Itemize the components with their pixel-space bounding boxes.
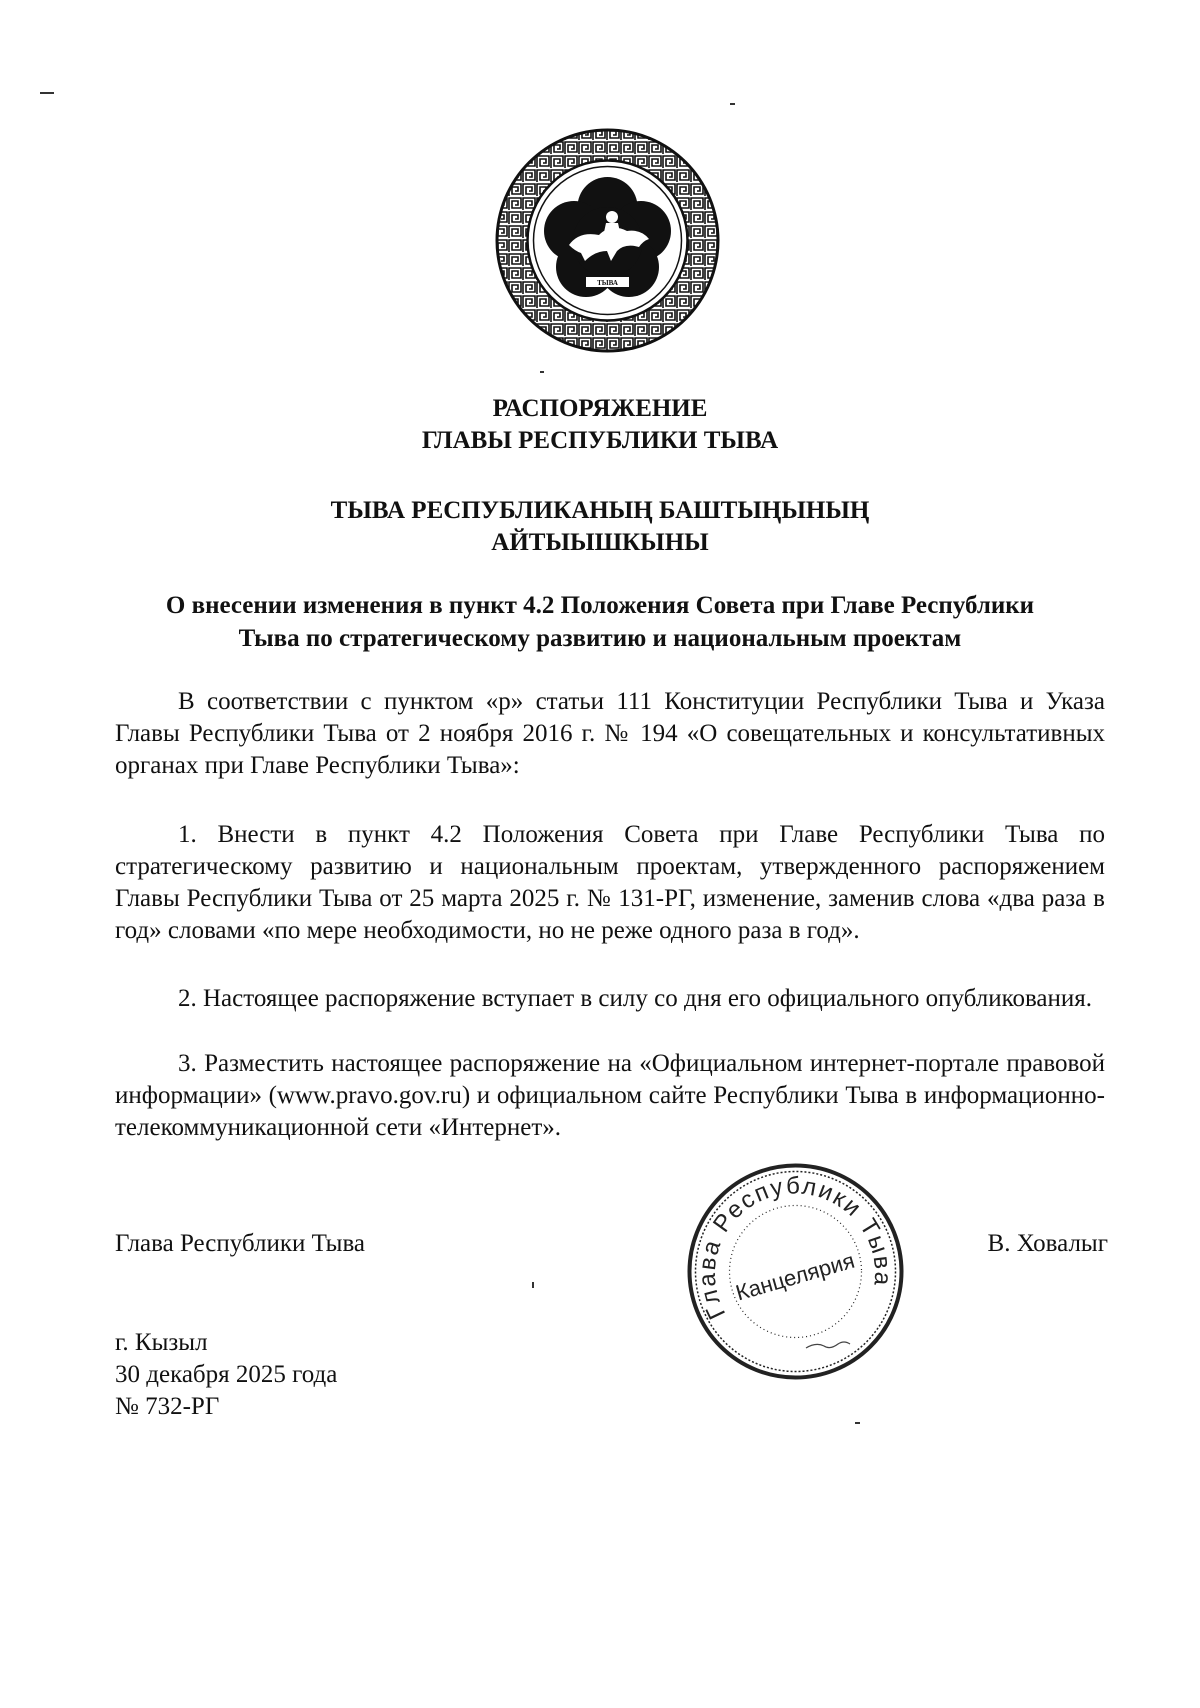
scan-artifact	[730, 103, 735, 105]
document-subject	[100, 589, 1100, 655]
scan-artifact	[532, 1282, 534, 1288]
tuva-emblem	[494, 127, 721, 354]
item-1-paragraph	[115, 819, 1105, 947]
stamp-ring-text: Глава Республики Тыва	[693, 1172, 897, 1324]
chancellery-stamp	[686, 1162, 905, 1381]
issue-city: г. Кызыл	[115, 1329, 208, 1356]
issue-date: 30 декабря 2025 года	[115, 1361, 338, 1388]
item-3-text: 3. Разместить настоящее распоряжение на «Официальном интернет-портале правовой информации» (www.pravo.gov.ru) и официальном сайте Республики Тыва в информационно-телекоммуникационной сети «Интернет».	[115, 1050, 1105, 1141]
signatory-name: В. Ховалыг	[987, 1230, 1108, 1257]
emblem-base-text: ТЫВА	[597, 279, 618, 287]
item-3-paragraph	[115, 1048, 1105, 1144]
item-2-text: 2. Настоящее распоряжение вступает в силу со дня его официального опубликования.	[178, 985, 1093, 1012]
title-line-1: РАСПОРЯЖЕНИЕ	[492, 395, 708, 422]
scan-artifact	[855, 1422, 860, 1424]
item-1-text: 1. Внести в пункт 4.2 Положения Совета при Главе Республики Тыва по стратегическому развитию и национальным проектам, утвержденного распоряжением Главы Республики Тыва от 25 марта 2025 г. № 131-РГ, изменение, заменив слова «два раза в год» словами «по мере необходимости, но не реже одного раза в год».	[115, 821, 1105, 944]
stamp-center-text: Канцелярия	[732, 1247, 858, 1306]
preamble-text: В соответствии с пунктом «р» статьи 111 Конституции Республики Тыва и Указа Главы Республики Тыва от 2 ноября 2016 г. № 194 «О совещательных и консультативных органах при Главе Республики Тыва»:	[115, 688, 1105, 779]
item-2-paragraph	[115, 983, 1105, 1015]
scan-artifact	[540, 371, 544, 373]
scan-artifact	[40, 92, 54, 94]
signatory-position: Глава Республики Тыва	[115, 1230, 366, 1257]
title-line-2: ГЛАВЫ РЕСПУБЛИКИ ТЫВА	[421, 427, 779, 454]
tuvan-title-line-1: ТЫВА РЕСПУБЛИКАНЫҢ БАШТЫҢЫНЫҢ	[330, 497, 870, 524]
document-title-tuvan	[0, 495, 1200, 559]
issue-number: № 732-РГ	[115, 1393, 220, 1420]
document-title	[0, 393, 1200, 457]
subject-line-1: О внесении изменения в пункт 4.2 Положения Совета при Главе Республики	[165, 592, 1035, 619]
issue-details	[115, 1327, 337, 1423]
tuvan-title-line-2: АЙТЫЫШКЫНЫ	[491, 529, 709, 556]
subject-line-2: Тыва по стратегическому развитию и национальным проектам	[238, 625, 962, 652]
preamble-paragraph	[115, 686, 1105, 782]
handwritten-signature	[806, 1342, 850, 1348]
